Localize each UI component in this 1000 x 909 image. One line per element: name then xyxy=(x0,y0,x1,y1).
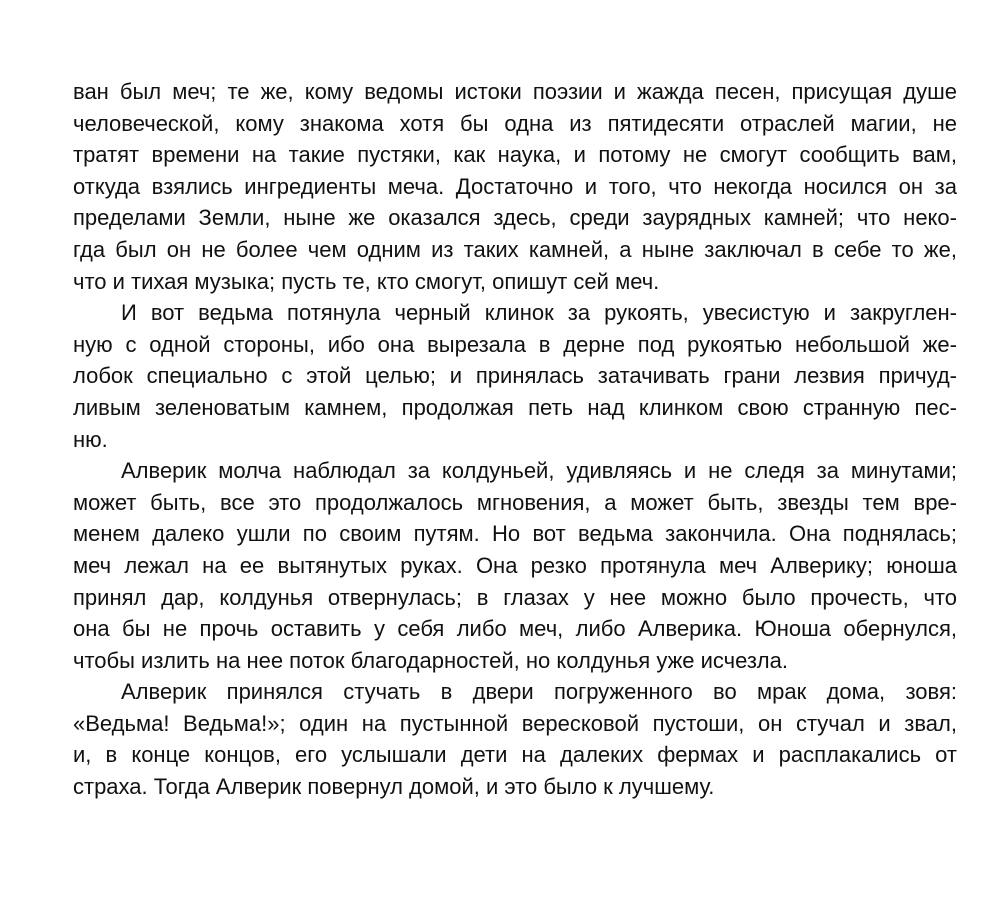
text-line: ню. xyxy=(73,426,108,452)
text-line: ную с одной стороны, ибо она вырезала в дерне под рукоятью небольшой же- xyxy=(73,331,957,357)
text-line: пределами Земли, ныне же оказался здесь, среди заурядных камней; что неко- xyxy=(73,205,957,231)
text-line: откуда взялись ингредиенты меча. Достаточно и того, что некогда носился он за xyxy=(73,173,957,199)
text-line: менем далеко ушли по своим путям. Но вот ведьма закончила. Она поднялась; xyxy=(73,521,957,547)
text-line: человеческой, кому знакома хотя бы одна из пятидесяти отраслей магии, не xyxy=(73,110,957,136)
text-line: принял дар, колдунья отвернулась; в глазах у нее можно было прочесть, что xyxy=(73,584,957,610)
text-line: ливым зеленоватым камнем, продолжая петь над клинком свою странную пес- xyxy=(73,394,957,420)
text-line: что и тихая музыка; пусть те, кто смогут, опишут сей меч. xyxy=(73,268,660,294)
text-line: меч лежал на ее вытянутых руках. Она резко протянула меч Алверику; юноша xyxy=(73,552,957,578)
paragraph-4 xyxy=(73,676,957,802)
text-line: страха. Тогда Алверик повернул домой, и это было к лучшему. xyxy=(73,774,715,800)
text-line: Алверик молча наблюдал за колдуньей, удивляясь и не следя за минутами; xyxy=(121,458,957,484)
text-line: чтобы излить на нее поток благодарностей, но колдунья уже исчезла. xyxy=(73,647,788,673)
text-line: и, в конце концов, его услышали дети на далеких фермах и расплакались от xyxy=(73,742,957,768)
text-line: она бы не прочь оставить у себя либо меч, либо Алверика. Юноша обернулся, xyxy=(73,616,957,642)
text-line: лобок специально с этой целью; и принялась затачивать грани лезвия причуд- xyxy=(73,363,957,389)
text-line: тратят времени на такие пустяки, как наука, и потому не смогут сообщить вам, xyxy=(73,142,957,168)
text-line: «Ведьма! Ведьма!»; один на пустынной вересковой пустоши, он стучал и звал, xyxy=(73,710,957,736)
text-line: Алверик принялся стучать в двери погруженного во мрак дома, зовя: xyxy=(121,679,957,705)
paragraph-3 xyxy=(73,455,957,676)
text-line: гда был он не более чем одним из таких камней, а ныне заключал в себе то же, xyxy=(73,236,957,262)
paragraph-2 xyxy=(73,297,957,455)
document-page xyxy=(73,76,957,803)
paragraph-1 xyxy=(73,76,957,297)
text-line: И вот ведьма потянула черный клинок за рукоять, увесистую и закруглен- xyxy=(121,300,957,326)
text-line: может быть, все это продолжалось мгновения, а может быть, звезды тем вре- xyxy=(73,489,957,515)
text-line: ван был меч; те же, кому ведомы истоки поэзии и жажда песен, присущая душе xyxy=(73,79,957,104)
